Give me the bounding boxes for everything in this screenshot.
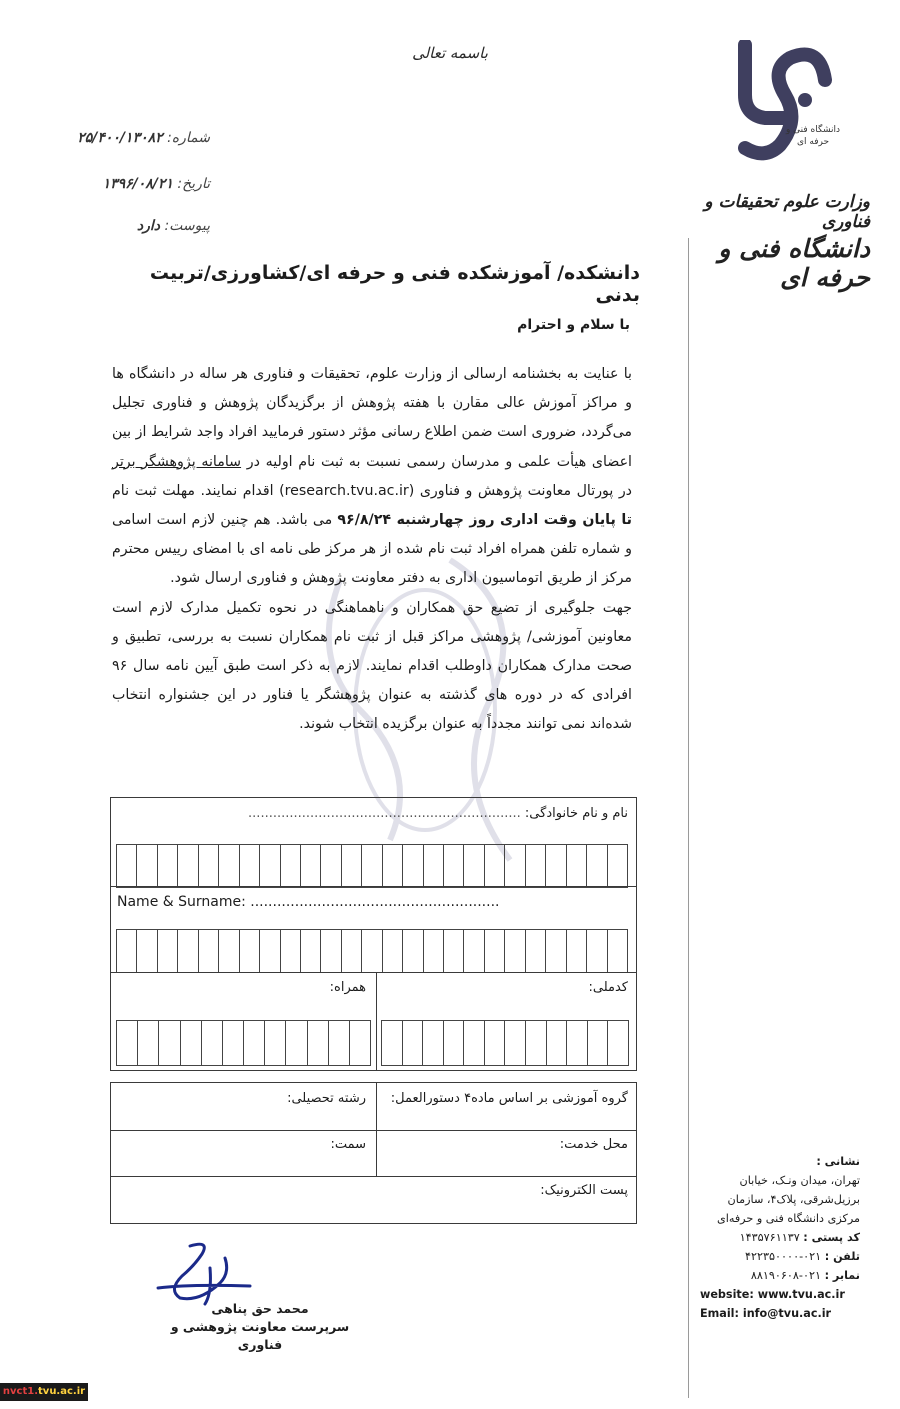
grid-cell[interactable] [223, 1020, 244, 1066]
grid-cell[interactable] [444, 844, 464, 888]
letter-date: تاریخ: ۱۳۹۶/۰۸/۲۱ [102, 176, 210, 192]
grid-cell[interactable] [403, 844, 423, 888]
grid-cell[interactable] [181, 1020, 202, 1066]
grid-cell[interactable] [301, 844, 321, 888]
greeting: با سلام و احترام [517, 317, 630, 333]
grid-cell[interactable] [265, 1020, 286, 1066]
grid-cell[interactable] [485, 929, 505, 973]
email-link[interactable]: Email: info@tvu.ac.ir [700, 1307, 832, 1320]
grid-cell[interactable] [244, 1020, 265, 1066]
grid-cell[interactable] [342, 929, 362, 973]
grid-cell[interactable] [342, 844, 362, 888]
position-label: سمت: [330, 1137, 366, 1152]
name-en-label: Name & Surname: ........................................................ [117, 894, 500, 910]
grid-cell[interactable] [383, 844, 403, 888]
grid-cell[interactable] [464, 1020, 485, 1066]
grid-cell[interactable] [202, 1020, 223, 1066]
basmala: باسمه تعالی [412, 44, 488, 62]
grid-cell[interactable] [567, 929, 587, 973]
grid-cell[interactable] [321, 844, 341, 888]
ministry-name: وزارت علوم تحقیقات و فناوری [704, 192, 870, 232]
grid-cell[interactable] [424, 844, 444, 888]
letter-attachment: پیوست: دارد [136, 218, 210, 234]
grid-cell[interactable] [567, 1020, 588, 1066]
grid-cell[interactable] [362, 844, 382, 888]
grid-cell[interactable] [588, 1020, 609, 1066]
grid-cell[interactable] [567, 844, 587, 888]
grid-cell[interactable] [526, 844, 546, 888]
grid-cell[interactable] [546, 929, 566, 973]
letter-body: با عنایت به بخشنامه ارسالی از وزارت علوم، تحقیقات و فناوری هر ساله در دانشگاه ها و مراکز آموزش عالی مقارن با هفته پژوهش از برگزیدگان پژوهش و فناوری تجلیل می‌گردد، ضروری است ضمن اطلاع رسانی مؤثر دستور فرمایید افراد واجد شرایط از بین اعضای هیأت علمی و مدرسان رسمی نسبت به ثبت نام اولیه در سامانه پژوهشگر برتر در پورتال معاونت پژوهش و فناوری (research.tvu.ac.ir) اقدام نمایند. مهلت ثبت نام تا پایان وقت اداری روز چهارشنبه ۹۶/۸/۲۴ می باشد. هم چنین لازم است اسامی و شماره تلفن همراه افراد ثبت نام شده از هر مرکز طی نامه ای با امضای رییس محترم مرکز از طریق اتوماسیون اداری به دفتر معاونت پژوهش و فناوری ارسال شود. جهت جلوگیری از تضیع حق همکاران و ناهماهنگی در نحوه تکمیل مدارک لازم است معاونین آموزشی/ پژوهشی مراکز قبل از ثبت نام همکاران نسبت به بررسی، تطبیق و صحت مدارک همکاران داوطلب اقدام نمایند. لازم به ذکر است طبق آیین نامه سال ۹۶ افرادی که در دوره های گذشته به عنوان پژوهشگر یا فناور در این جشنواره انتخاب شده‌اند نمی توانند مجدداً به عنوان برگزیده انتخاب شوند. [112, 366, 633, 733]
grid-cell[interactable] [281, 929, 301, 973]
grid-cell[interactable] [321, 929, 341, 973]
university-name: دانشگاه فنی و حرفه ای [718, 234, 870, 292]
grid-cell[interactable] [178, 844, 198, 888]
grid-cell[interactable] [260, 929, 280, 973]
name-fa-grid[interactable] [116, 844, 628, 888]
grid-cell[interactable] [158, 844, 178, 888]
registration-form [110, 797, 637, 1071]
letter-number: شماره: ۲۵/۴۰۰/۱۳۰۸۲ [77, 130, 210, 146]
grid-cell[interactable] [281, 844, 301, 888]
grid-cell[interactable] [505, 1020, 526, 1066]
grid-cell[interactable] [138, 1020, 159, 1066]
grid-cell[interactable] [381, 1020, 403, 1066]
grid-cell[interactable] [199, 929, 219, 973]
source-badge: nvct1.tvu.ac.ir [0, 1383, 88, 1401]
grid-cell[interactable] [308, 1020, 329, 1066]
grid-cell[interactable] [116, 844, 137, 888]
job-info-form [110, 1082, 637, 1224]
website-link[interactable]: website: www.tvu.ac.ir [700, 1288, 845, 1301]
grid-cell[interactable] [403, 1020, 424, 1066]
field-of-study-label: رشته تحصیلی: [287, 1091, 366, 1106]
grid-cell[interactable] [505, 929, 525, 973]
contact-info: نشانی : تهران، میدان ونـک، خیابان برزیل‌شرقی، پلاک۴، سازمان مرکزی دانشگاه فنی و حرفه‌ای کد پستی : ۱۴۳۵۷۶۱۱۳۷ تلفن : ۰۲۱-۴۲۲۳۵۰۰۰۰ نمابر : ۰۲۱-۸۸۱۹۰۶۰۸ website: www.tvu.ac.ir Email: info@tvu.ac.ir [700, 1152, 860, 1323]
grid-cell[interactable] [587, 844, 607, 888]
grid-cell[interactable] [608, 844, 628, 888]
name-en-grid[interactable] [116, 929, 628, 973]
grid-cell[interactable] [240, 929, 260, 973]
grid-cell[interactable] [159, 1020, 180, 1066]
grid-cell[interactable] [329, 1020, 350, 1066]
mobile-grid[interactable] [116, 1020, 371, 1066]
grid-cell[interactable] [485, 1020, 506, 1066]
grid-cell[interactable] [219, 929, 239, 973]
divider [688, 238, 689, 1398]
grid-cell[interactable] [260, 844, 280, 888]
grid-cell[interactable] [199, 844, 219, 888]
grid-cell[interactable] [464, 844, 484, 888]
grid-cell[interactable] [383, 929, 403, 973]
grid-cell[interactable] [116, 1020, 138, 1066]
grid-cell[interactable] [587, 929, 607, 973]
national-code-grid[interactable] [381, 1020, 629, 1066]
signature-icon [150, 1238, 260, 1308]
grid-cell[interactable] [424, 929, 444, 973]
grid-cell[interactable] [444, 1020, 465, 1066]
grid-cell[interactable] [116, 929, 137, 973]
grid-cell[interactable] [608, 929, 628, 973]
grid-cell[interactable] [362, 929, 382, 973]
grid-cell[interactable] [464, 929, 484, 973]
grid-cell[interactable] [403, 929, 423, 973]
workplace-label: محل خدمت: [559, 1137, 628, 1152]
grid-cell[interactable] [350, 1020, 371, 1066]
grid-cell[interactable] [485, 844, 505, 888]
edu-group-label: گروه آموزشی بر اساس ماده۴ دستورالعمل: [390, 1091, 628, 1106]
grid-cell[interactable] [546, 844, 566, 888]
grid-cell[interactable] [423, 1020, 444, 1066]
email-label: پست الکترونیک: [540, 1183, 628, 1198]
grid-cell[interactable] [547, 1020, 568, 1066]
logo-caption: دانشگاه فنی و حرفه ای [785, 125, 841, 147]
grid-cell[interactable] [608, 1020, 629, 1066]
grid-cell[interactable] [444, 929, 464, 973]
grid-cell[interactable] [286, 1020, 307, 1066]
grid-cell[interactable] [526, 929, 546, 973]
grid-cell[interactable] [301, 929, 321, 973]
grid-cell[interactable] [219, 844, 239, 888]
grid-cell[interactable] [137, 844, 157, 888]
grid-cell[interactable] [240, 844, 260, 888]
grid-cell[interactable] [505, 844, 525, 888]
recipient: دانشکده/ آموزشکده فنی و حرفه ای/کشاورزی/تربیت بدنی [149, 262, 640, 306]
national-code-label: کدملی: [588, 980, 628, 995]
mobile-label: همراه: [329, 980, 366, 995]
grid-cell[interactable] [178, 929, 198, 973]
name-fa-label: نام و نام خانوادگی: .................................................................. [248, 806, 628, 821]
grid-cell[interactable] [526, 1020, 547, 1066]
signatory: محمد حق پناهی سرپرست معاونت پژوهشی و فناوری [170, 1301, 350, 1352]
grid-cell[interactable] [137, 929, 157, 973]
grid-cell[interactable] [158, 929, 178, 973]
